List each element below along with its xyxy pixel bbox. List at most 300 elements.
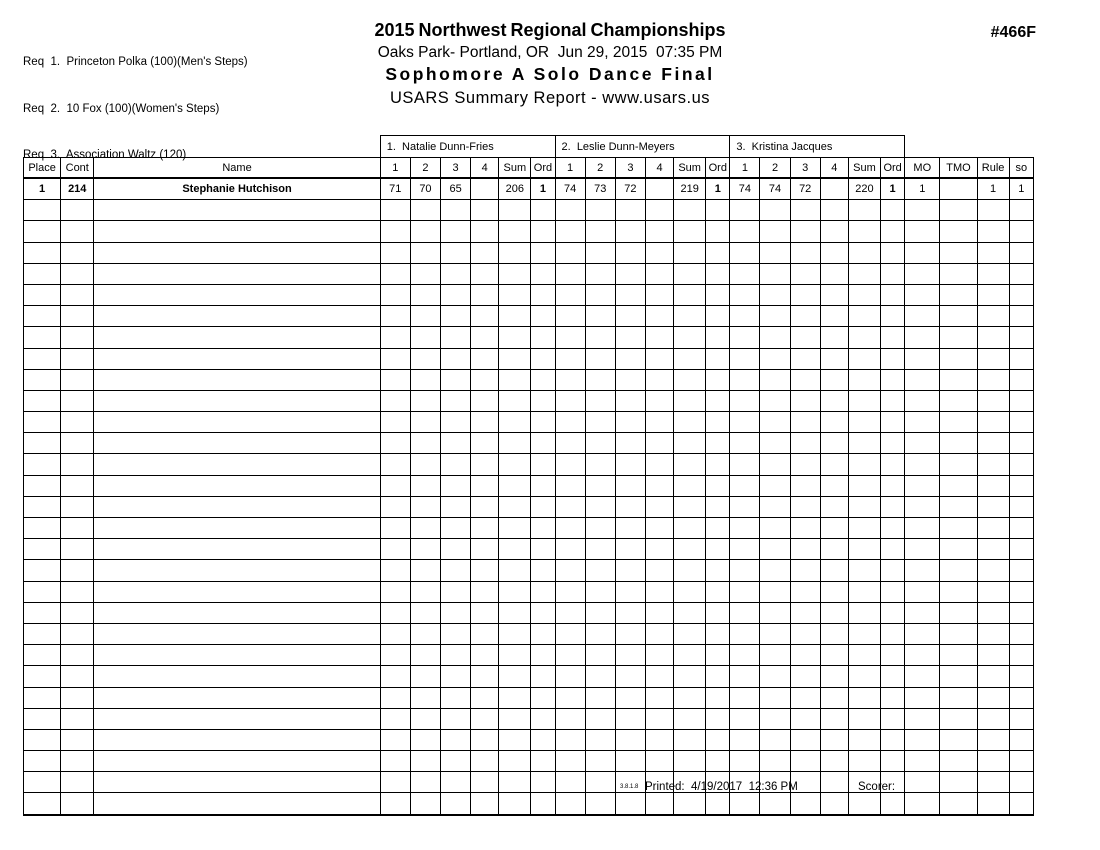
- judge1-ordinal-cell: [531, 729, 555, 750]
- judge2-ordinal-cell: [706, 729, 730, 750]
- judge1-trial2-score-cell: [410, 623, 440, 644]
- judge3-trial2-score-cell: [760, 200, 790, 221]
- col-place: Place: [24, 158, 61, 179]
- mo-cell: [905, 518, 940, 539]
- judge1-trial3-score-cell: [441, 496, 471, 517]
- judge1-trial2-score-cell: [410, 306, 440, 327]
- judge3-sum-cell: [848, 263, 880, 284]
- place-cell: [24, 539, 61, 560]
- tmo-cell: [940, 306, 977, 327]
- place-cell: [24, 390, 61, 411]
- judge1-trial2-score-cell: [410, 221, 440, 242]
- judge2-trial4-score-cell: [645, 369, 673, 390]
- judge3-trial3-score-cell: [790, 454, 820, 475]
- judge3-trial4-score-cell: [820, 708, 848, 729]
- rule-cell: [977, 263, 1009, 284]
- judge1-trial4-score-cell: [471, 475, 499, 496]
- mo-cell: [905, 560, 940, 581]
- judge2-ordinal-cell: [706, 560, 730, 581]
- judge1-trial1-score-cell: [380, 412, 410, 433]
- judge1-trial2-score-cell: [410, 560, 440, 581]
- empty-row: [24, 602, 1034, 623]
- judge1-trial2-score-cell: [410, 602, 440, 623]
- contestant-number-cell: [61, 327, 94, 348]
- contestant-number-cell: [61, 560, 94, 581]
- empty-row: [24, 560, 1034, 581]
- results-table: [23, 135, 1034, 816]
- judge3-trial4-score-cell: [820, 263, 848, 284]
- judge3-trial1-score-cell: [730, 623, 760, 644]
- judge3-sum-cell: [848, 390, 880, 411]
- judge2-trial3-score-cell: [615, 645, 645, 666]
- judge2-sum-cell: [674, 306, 706, 327]
- judge3-ordinal-cell: [881, 581, 905, 602]
- event-number: #466F: [990, 24, 1036, 41]
- judge2-ordinal-cell: [706, 475, 730, 496]
- judge2-sum-cell: [674, 645, 706, 666]
- judge2-ordinal-cell: [706, 412, 730, 433]
- tmo-cell: [940, 666, 977, 687]
- judge3-trial1-score-cell: [730, 263, 760, 284]
- judge2-sum-cell: [674, 539, 706, 560]
- judge2-trial2-score-cell: [585, 496, 615, 517]
- judge3-trial4-score-cell: [820, 348, 848, 369]
- judge2-trial2-score-cell: [585, 263, 615, 284]
- col-j1-ord: Ord: [531, 158, 555, 179]
- contestant-number-cell: [61, 602, 94, 623]
- place-cell: [24, 348, 61, 369]
- judge3-trial1-score-cell: [730, 433, 760, 454]
- judge1-ordinal-cell: [531, 454, 555, 475]
- judge3-trial4-score-cell: [820, 539, 848, 560]
- judge1-trial4-score-cell: [471, 687, 499, 708]
- judge1-sum-cell: [499, 560, 531, 581]
- judge2-trial4-score-cell: [645, 623, 673, 644]
- judge1-trial2-score-cell: [410, 284, 440, 305]
- judge1-sum-cell: [499, 284, 531, 305]
- judge1-trial2-score-cell: [410, 772, 440, 793]
- judge2-sum-cell: [674, 623, 706, 644]
- judge3-trial2-score-cell: [760, 666, 790, 687]
- contestant-number-cell: [61, 539, 94, 560]
- judge2-trial3-score-cell: [615, 200, 645, 221]
- contestant-number-cell: [61, 687, 94, 708]
- judge1-trial2-score-cell: [410, 539, 440, 560]
- judge3-ordinal-cell: [881, 242, 905, 263]
- place-cell: [24, 221, 61, 242]
- judge2-trial3-score-cell: [615, 666, 645, 687]
- judge1-sum-cell: [499, 327, 531, 348]
- judge2-sum-cell: [674, 581, 706, 602]
- rule-cell: [977, 539, 1009, 560]
- judge1-sum-cell: [499, 793, 531, 815]
- mo-cell: [905, 581, 940, 602]
- skater-name-cell: [94, 390, 380, 411]
- judge3-ordinal-cell: [881, 390, 905, 411]
- skater-name-cell: [94, 242, 380, 263]
- judge3-ordinal-cell: [881, 369, 905, 390]
- judge3-trial2-score-cell: [760, 221, 790, 242]
- mo-cell: [905, 348, 940, 369]
- judge2-ordinal-cell: [706, 793, 730, 815]
- judge3-trial2-score-cell: [760, 560, 790, 581]
- judge3-ordinal-cell: [881, 623, 905, 644]
- empty-row: [24, 412, 1034, 433]
- judge1-trial3-score-cell: [441, 390, 471, 411]
- judge2-trial4-score-cell: [645, 390, 673, 411]
- tmo-cell: [940, 284, 977, 305]
- judge3-trial1-score-cell: [730, 539, 760, 560]
- judge1-trial4-score-cell: [471, 518, 499, 539]
- skater-name-cell: [94, 221, 380, 242]
- judge1-trial1-score-cell: [380, 284, 410, 305]
- judge2-trial2-score-cell: [585, 772, 615, 793]
- requirement-line-3: Req 3. Association Waltz (120): [23, 149, 187, 161]
- mo-cell: [905, 475, 940, 496]
- judge1-trial3-score-cell: [441, 518, 471, 539]
- judge2-sum-cell: [674, 602, 706, 623]
- judge2-ordinal-cell: [706, 221, 730, 242]
- judge2-trial2-score-cell: [585, 348, 615, 369]
- judge2-trial3-score-cell: [615, 729, 645, 750]
- judge1-trial2-score-cell: [410, 729, 440, 750]
- judge2-trial1-score-cell: [555, 708, 585, 729]
- judge1-ordinal-cell: 1: [531, 178, 555, 200]
- judge1-trial2-score-cell: [410, 645, 440, 666]
- so-cell: [1009, 348, 1033, 369]
- judge1-ordinal-cell: [531, 475, 555, 496]
- so-cell: [1009, 496, 1033, 517]
- judge1-trial2-score-cell: [410, 687, 440, 708]
- judge3-trial1-score-cell: [730, 284, 760, 305]
- judge2-ordinal-cell: [706, 433, 730, 454]
- empty-row: [24, 348, 1034, 369]
- judge1-trial3-score-cell: 65: [441, 178, 471, 200]
- judge1-trial1-score-cell: [380, 390, 410, 411]
- judge2-trial1-score-cell: [555, 560, 585, 581]
- place-cell: [24, 687, 61, 708]
- mo-cell: [905, 687, 940, 708]
- rule-cell: [977, 412, 1009, 433]
- judge2-trial1-score-cell: [555, 518, 585, 539]
- judge2-ordinal-cell: [706, 496, 730, 517]
- judge2-trial3-score-cell: [615, 623, 645, 644]
- mo-cell: [905, 390, 940, 411]
- judge3-trial4-score-cell: [820, 306, 848, 327]
- judge3-trial2-score-cell: [760, 581, 790, 602]
- judge3-trial2-score-cell: [760, 729, 790, 750]
- judge3-trial2-score-cell: [760, 793, 790, 815]
- judge2-ordinal-cell: [706, 708, 730, 729]
- judge-2-name: 2. Leslie Dunn-Meyers: [555, 136, 730, 158]
- judge2-sum-cell: [674, 687, 706, 708]
- judge3-trial1-score-cell: [730, 242, 760, 263]
- judge2-trial1-score-cell: [555, 687, 585, 708]
- judge3-sum-cell: [848, 581, 880, 602]
- empty-row: [24, 390, 1034, 411]
- judge3-sum-cell: [848, 645, 880, 666]
- judge3-trial3-score-cell: [790, 729, 820, 750]
- col-j1-trial-3: 3: [441, 158, 471, 179]
- judge3-sum-cell: [848, 496, 880, 517]
- so-cell: [1009, 242, 1033, 263]
- rule-cell: [977, 284, 1009, 305]
- judge1-sum-cell: [499, 454, 531, 475]
- judge3-trial2-score-cell: [760, 454, 790, 475]
- empty-row: [24, 645, 1034, 666]
- judge1-trial4-score-cell: [471, 200, 499, 221]
- judge2-sum-cell: [674, 475, 706, 496]
- tmo-cell: [940, 348, 977, 369]
- mo-cell: [905, 263, 940, 284]
- judge1-trial4-score-cell: [471, 390, 499, 411]
- judge1-trial4-score-cell: [471, 221, 499, 242]
- judge3-trial3-score-cell: [790, 708, 820, 729]
- judge1-trial4-score-cell: [471, 369, 499, 390]
- judge2-trial4-score-cell: [645, 581, 673, 602]
- title-block: [0, 20, 1100, 108]
- judge3-trial3-score-cell: [790, 306, 820, 327]
- rule-cell: [977, 602, 1009, 623]
- judge1-sum-cell: [499, 645, 531, 666]
- contestant-number-cell: [61, 623, 94, 644]
- judge3-trial3-score-cell: [790, 751, 820, 772]
- judge2-trial2-score-cell: [585, 221, 615, 242]
- judge2-trial3-score-cell: [615, 602, 645, 623]
- col-j2-trial-2: 2: [585, 158, 615, 179]
- judge3-trial3-score-cell: [790, 348, 820, 369]
- judge1-trial4-score-cell: [471, 242, 499, 263]
- judge3-trial1-score-cell: [730, 751, 760, 772]
- judge3-trial4-score-cell: [820, 751, 848, 772]
- judge2-sum-cell: [674, 729, 706, 750]
- empty-row: [24, 518, 1034, 539]
- judge3-trial4-score-cell: [820, 581, 848, 602]
- skater-name-cell: [94, 539, 380, 560]
- judge1-trial3-score-cell: [441, 751, 471, 772]
- tmo-cell: [940, 390, 977, 411]
- judge2-trial1-score-cell: [555, 306, 585, 327]
- col-j2-trial-4: 4: [645, 158, 673, 179]
- judge2-ordinal-cell: [706, 454, 730, 475]
- judge1-trial1-score-cell: [380, 242, 410, 263]
- judge1-ordinal-cell: [531, 348, 555, 369]
- judge2-sum-cell: [674, 454, 706, 475]
- scorer-label: Scorer:: [858, 781, 896, 793]
- judge2-trial2-score-cell: [585, 200, 615, 221]
- judge1-trial1-score-cell: [380, 496, 410, 517]
- judge1-ordinal-cell: [531, 645, 555, 666]
- judge3-trial3-score-cell: [790, 200, 820, 221]
- judge3-trial4-score-cell: [820, 687, 848, 708]
- judge1-trial1-score-cell: [380, 729, 410, 750]
- judge3-sum-cell: [848, 454, 880, 475]
- judge1-trial2-score-cell: [410, 666, 440, 687]
- judge1-ordinal-cell: [531, 708, 555, 729]
- judge3-sum-cell: [848, 560, 880, 581]
- skater-name-cell: [94, 687, 380, 708]
- judge2-trial2-score-cell: [585, 306, 615, 327]
- judge2-trial1-score-cell: [555, 666, 585, 687]
- judge2-trial2-score-cell: 73: [585, 178, 615, 200]
- judge2-trial3-score-cell: [615, 433, 645, 454]
- judge1-trial4-score-cell: [471, 729, 499, 750]
- judge3-trial4-score-cell: [820, 433, 848, 454]
- so-cell: [1009, 454, 1033, 475]
- judge1-ordinal-cell: [531, 221, 555, 242]
- skater-name-cell: [94, 645, 380, 666]
- judge2-trial1-score-cell: [555, 539, 585, 560]
- skater-name-cell: [94, 518, 380, 539]
- judge2-trial1-score-cell: [555, 496, 585, 517]
- contestant-number-cell: [61, 666, 94, 687]
- contestant-number-cell: [61, 772, 94, 793]
- col-j2-trial-1: 1: [555, 158, 585, 179]
- judge2-ordinal-cell: [706, 581, 730, 602]
- judge1-trial1-score-cell: [380, 602, 410, 623]
- contestant-number-cell: [61, 390, 94, 411]
- judge2-trial3-score-cell: [615, 518, 645, 539]
- judge1-trial1-score-cell: [380, 623, 410, 644]
- judge2-trial4-score-cell: [645, 496, 673, 517]
- judge2-trial4-score-cell: [645, 200, 673, 221]
- judge2-sum-cell: [674, 327, 706, 348]
- judge3-ordinal-cell: [881, 433, 905, 454]
- judge1-trial3-score-cell: [441, 645, 471, 666]
- judge1-ordinal-cell: [531, 496, 555, 517]
- col-j2-ord: Ord: [706, 158, 730, 179]
- judge3-trial3-score-cell: [790, 645, 820, 666]
- judge1-ordinal-cell: [531, 306, 555, 327]
- report-type: USARS Summary Report - www.usars.us: [389, 89, 711, 107]
- judge3-trial3-score-cell: [790, 412, 820, 433]
- skater-name-cell: [94, 602, 380, 623]
- judge3-trial3-score-cell: [790, 666, 820, 687]
- judge3-sum-cell: [848, 412, 880, 433]
- judge1-ordinal-cell: [531, 412, 555, 433]
- judge2-sum-cell: [674, 560, 706, 581]
- judge2-ordinal-cell: [706, 518, 730, 539]
- skater-name-cell: [94, 306, 380, 327]
- contestant-number-cell: [61, 454, 94, 475]
- empty-row: [24, 666, 1034, 687]
- rule-cell: [977, 708, 1009, 729]
- judge3-trial2-score-cell: [760, 708, 790, 729]
- rule-cell: [977, 793, 1009, 815]
- judge3-trial1-score-cell: 74: [730, 178, 760, 200]
- judge3-trial2-score-cell: [760, 327, 790, 348]
- place-cell: [24, 751, 61, 772]
- judge3-trial3-score-cell: [790, 496, 820, 517]
- judge3-trial1-score-cell: [730, 306, 760, 327]
- skater-name-cell: [94, 581, 380, 602]
- skater-name-cell: [94, 284, 380, 305]
- place-cell: [24, 475, 61, 496]
- judge3-trial1-score-cell: [730, 412, 760, 433]
- so-cell: [1009, 518, 1033, 539]
- judge2-trial3-score-cell: [615, 581, 645, 602]
- judge2-trial4-score-cell: [645, 412, 673, 433]
- judge1-sum-cell: [499, 539, 531, 560]
- championship-title: 2015 Northwest Regional Championships: [374, 20, 726, 40]
- judge2-trial1-score-cell: [555, 729, 585, 750]
- place-cell: [24, 666, 61, 687]
- judge3-ordinal-cell: [881, 602, 905, 623]
- tmo-cell: [940, 263, 977, 284]
- judge3-trial3-score-cell: [790, 390, 820, 411]
- judge1-sum-cell: [499, 623, 531, 644]
- skater-name-cell: [94, 560, 380, 581]
- contestant-number-cell: [61, 793, 94, 815]
- skater-name-cell: [94, 772, 380, 793]
- contestant-number-cell: [61, 475, 94, 496]
- judge2-trial2-score-cell: [585, 284, 615, 305]
- judge3-ordinal-cell: [881, 221, 905, 242]
- judge3-sum-cell: [848, 348, 880, 369]
- judge3-trial4-score-cell: [820, 242, 848, 263]
- judge3-trial1-score-cell: [730, 496, 760, 517]
- judge1-trial3-score-cell: [441, 602, 471, 623]
- judge1-trial4-score-cell: [471, 581, 499, 602]
- tmo-cell: [940, 433, 977, 454]
- judge3-trial3-score-cell: [790, 284, 820, 305]
- judge1-sum-cell: [499, 729, 531, 750]
- judge1-sum-cell: [499, 221, 531, 242]
- judge1-ordinal-cell: [531, 666, 555, 687]
- judge2-trial1-score-cell: [555, 200, 585, 221]
- so-cell: [1009, 412, 1033, 433]
- judge3-sum-cell: [848, 475, 880, 496]
- judge3-trial3-score-cell: [790, 602, 820, 623]
- judge3-trial4-score-cell: [820, 560, 848, 581]
- judge1-sum-cell: [499, 518, 531, 539]
- judge1-trial3-score-cell: [441, 475, 471, 496]
- judge2-trial4-score-cell: [645, 518, 673, 539]
- mo-cell: [905, 602, 940, 623]
- judge2-trial2-score-cell: [585, 581, 615, 602]
- judge2-sum-cell: [674, 284, 706, 305]
- place-cell: [24, 560, 61, 581]
- judge2-sum-cell: [674, 390, 706, 411]
- judge3-trial1-score-cell: [730, 560, 760, 581]
- judge1-trial2-score-cell: [410, 412, 440, 433]
- judge3-trial2-score-cell: [760, 369, 790, 390]
- rule-cell: 1: [977, 178, 1009, 200]
- judge2-ordinal-cell: [706, 306, 730, 327]
- place-cell: [24, 369, 61, 390]
- judge-row-spacer-right: [905, 136, 1034, 158]
- mo-cell: [905, 623, 940, 644]
- judge1-trial1-score-cell: [380, 793, 410, 815]
- judge1-sum-cell: [499, 751, 531, 772]
- empty-row: [24, 306, 1034, 327]
- judge1-trial4-score-cell: [471, 623, 499, 644]
- judge3-trial2-score-cell: [760, 751, 790, 772]
- rule-cell: [977, 645, 1009, 666]
- col-j3-sum: Sum: [848, 158, 880, 179]
- judge3-trial4-score-cell: [820, 772, 848, 793]
- so-cell: [1009, 263, 1033, 284]
- judge2-trial3-score-cell: [615, 496, 645, 517]
- judge-3-name: 3. Kristina Jacques: [730, 136, 905, 158]
- judge1-trial3-score-cell: [441, 284, 471, 305]
- judge1-trial1-score-cell: [380, 687, 410, 708]
- judge1-sum-cell: [499, 708, 531, 729]
- judge2-trial2-score-cell: [585, 518, 615, 539]
- judge1-trial1-score-cell: [380, 666, 410, 687]
- judge1-ordinal-cell: [531, 687, 555, 708]
- judge1-trial4-score-cell: [471, 284, 499, 305]
